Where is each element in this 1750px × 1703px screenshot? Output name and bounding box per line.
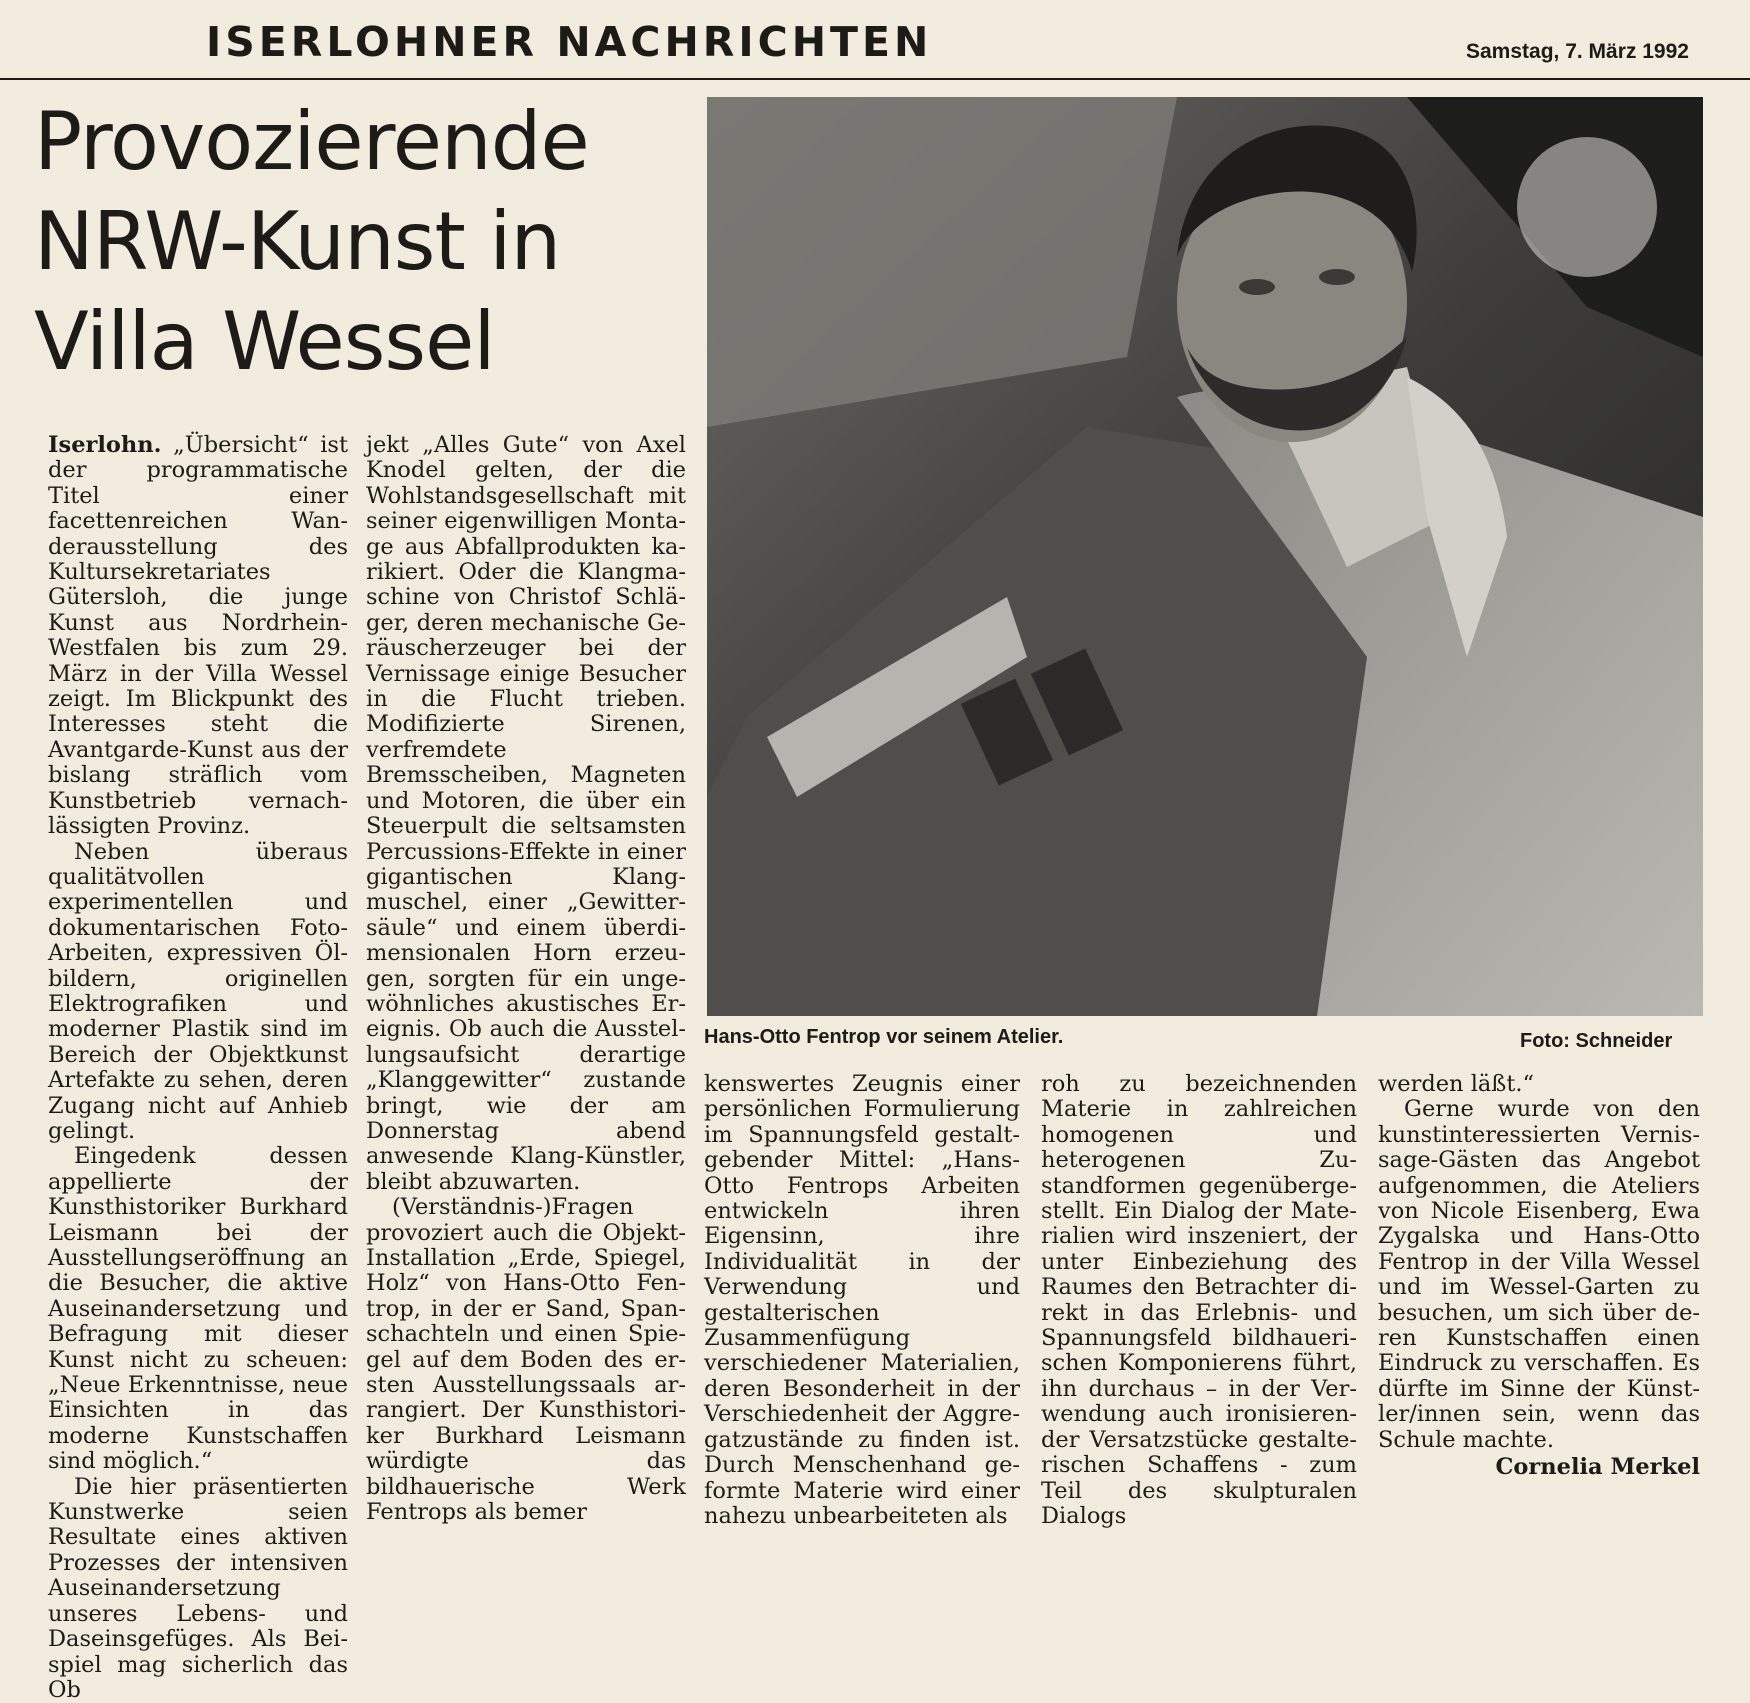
article-paragraph: Neben überaus qualitätvollen experimentellen und dokumentarischen Foto-Arbeiten, expressiven Ölbildern, originellen Elektrografiken und moderner Plastik sind im Bereich der Objektkunst Artefakte zu sehen, deren Zugang nicht auf Anhieb gelingt. (48, 838, 348, 1144)
article-paragraph: werden läßt.“ (1378, 1071, 1535, 1097)
photo-portrait-illustration (707, 97, 1703, 1016)
article-paragraph: Eingedenk dessen appellierte der Kunsthistoriker Burkhard Leismann bei der Ausstellungseröffnung an die Besucher, die aktive Auseinandersetzung und Befragung mit dieser Kunst nicht zu scheuen: „Neue Erkenntnisse, neue Einsichten in das moderne Kunstschaffen sind möglich.“ (48, 1143, 348, 1475)
photo-caption: Hans-Otto Fentrop vor seinem Atelier. (704, 1026, 1064, 1048)
headline-line-3: Villa Wessel (34, 295, 495, 388)
headline-line-2: NRW-Kunst in (34, 195, 561, 288)
paragraph-text: „Übersicht“ ist der programmatische Titel einer facettenreichen Wanderausstellung des Kultursekretariates Gütersloh, die junge Kunst aus Nordrhein-Westfalen bis zum 29. März in der Villa Wessel zeigt. Im Blickpunkt des Interesses steht die Avantgarde-Kunst aus der bislang sträflich vom Kunstbetrieb vernachlässigten Provinz. (48, 432, 348, 840)
author-name: Cornelia Merkel (1495, 1454, 1700, 1481)
publication-date: Samstag, 7. März 1992 (1466, 40, 1689, 63)
article-paragraph: Die hier präsentierten Kunstwerke seien Resultate eines aktiven Prozesses der intensiven Auseinandersetzung unseres Lebens- und Daseinsgefüges. Als Beispiel mag sicherlich das Ob (48, 1473, 348, 1703)
headline-line-1: Provozierende (34, 95, 589, 188)
article-paragraph: Gerne wurde von den kunstinteressierten Vernissage-Gästen das Angebot aufgenommen, die Ateliers von Nicole Eisenberg, Ewa Zygalska und Hans-Otto Fentrop in der Villa Wessel und im Wessel-Garten zu besuchen, um sich über deren Kunstschaffen einen Eindruck zu verschaffen. Es dürfte im Sinne der Künstler/innen sein, wenn das Schule machte. (1378, 1096, 1700, 1453)
article-column-1 (48, 432, 348, 1703)
article-headline (34, 92, 684, 392)
newspaper-name: ISERLOHNER NACHRICHTEN (206, 18, 933, 66)
article-paragraph: kenswertes Zeugnis einer persönlichen Formulierung im Spannungsfeld gestaltgebender Mittel: „Hans-Otto Fentrops Arbeiten entwickeln ihren Eigensinn, ihre Individualität in der Verwendung und gestalterischen Zusammenfügung verschiedener Materialien, deren Besonderheit in der Verschiedenheit der Aggregatzustände zu finden ist. Durch Menschenhand geformte Materie wird einer nahezu unbearbeiteten als (704, 1071, 1020, 1529)
article-photo (707, 97, 1703, 1016)
masthead (0, 0, 1750, 80)
article-paragraph: jekt „Alles Gute“ von Axel Knodel gelten, der die Wohlstandsgesellschaft mit seiner eigenwilligen Montage aus Abfallprodukten karikiert. Oder die Klangmaschine von Christof Schläger, deren mechanische Geräuscherzeuger bei der Vernissage einige Besucher in die Flucht trieben. Modifizierte Sirenen, verfremdete Bremsscheiben, Magneten und Motoren, die über ein Steuerpult die seltsamsten Percussions-Effekte in einer gigantischen Klangmuschel, einer „Gewittersäule“ und einem überdimensionalen Horn erzeugen, sorgten für ein ungewöhnliches akustisches Ereignis. Ob auch die Ausstellungsaufsicht derartige „Klanggewitter“ zustande bringt, wie der am Donnerstag abend anwesende Klang-Künstler, bleibt abzuwarten. (366, 432, 686, 1195)
article-column-5 (1378, 1072, 1700, 1492)
article-paragraph: roh zu bezeichnenden Materie in zahlreichen homogenen und heterogenen Zustandformen gegenübergestellt. Ein Dialog der Materialien wird inszeniert, der unter Einbeziehung des Raumes den Betrachter direkt in das Erlebnis- und Spannungsfeld bildhauerischen Komponierens führt, ihn durchaus – in der Verwendung auch ironisierender Versatzstücke gestalterischen Schaffens - zum Teil des skulpturalen Dialogs (1041, 1071, 1357, 1529)
article-paragraph (48, 433, 348, 840)
article-column-4 (1041, 1071, 1357, 1529)
photo-credit: Foto: Schneider (1520, 1030, 1673, 1052)
article-column-2 (366, 432, 686, 1526)
dateline: Iserlohn. (48, 432, 162, 458)
article-paragraph: (Verständnis-)Fragen provoziert auch die Objekt-Installation „Erde, Spiegel, Holz“ von Hans-Otto Fentrop, in der er Sand, Spanschachteln und einen Spiegel auf dem Boden des ersten Ausstellungssaals arrangiert. Der Kunsthistoriker Burkhard Leismann würdigte das bildhauerische Werk Fentrops als bemer (366, 1194, 686, 1526)
article-column-3 (704, 1071, 1020, 1529)
